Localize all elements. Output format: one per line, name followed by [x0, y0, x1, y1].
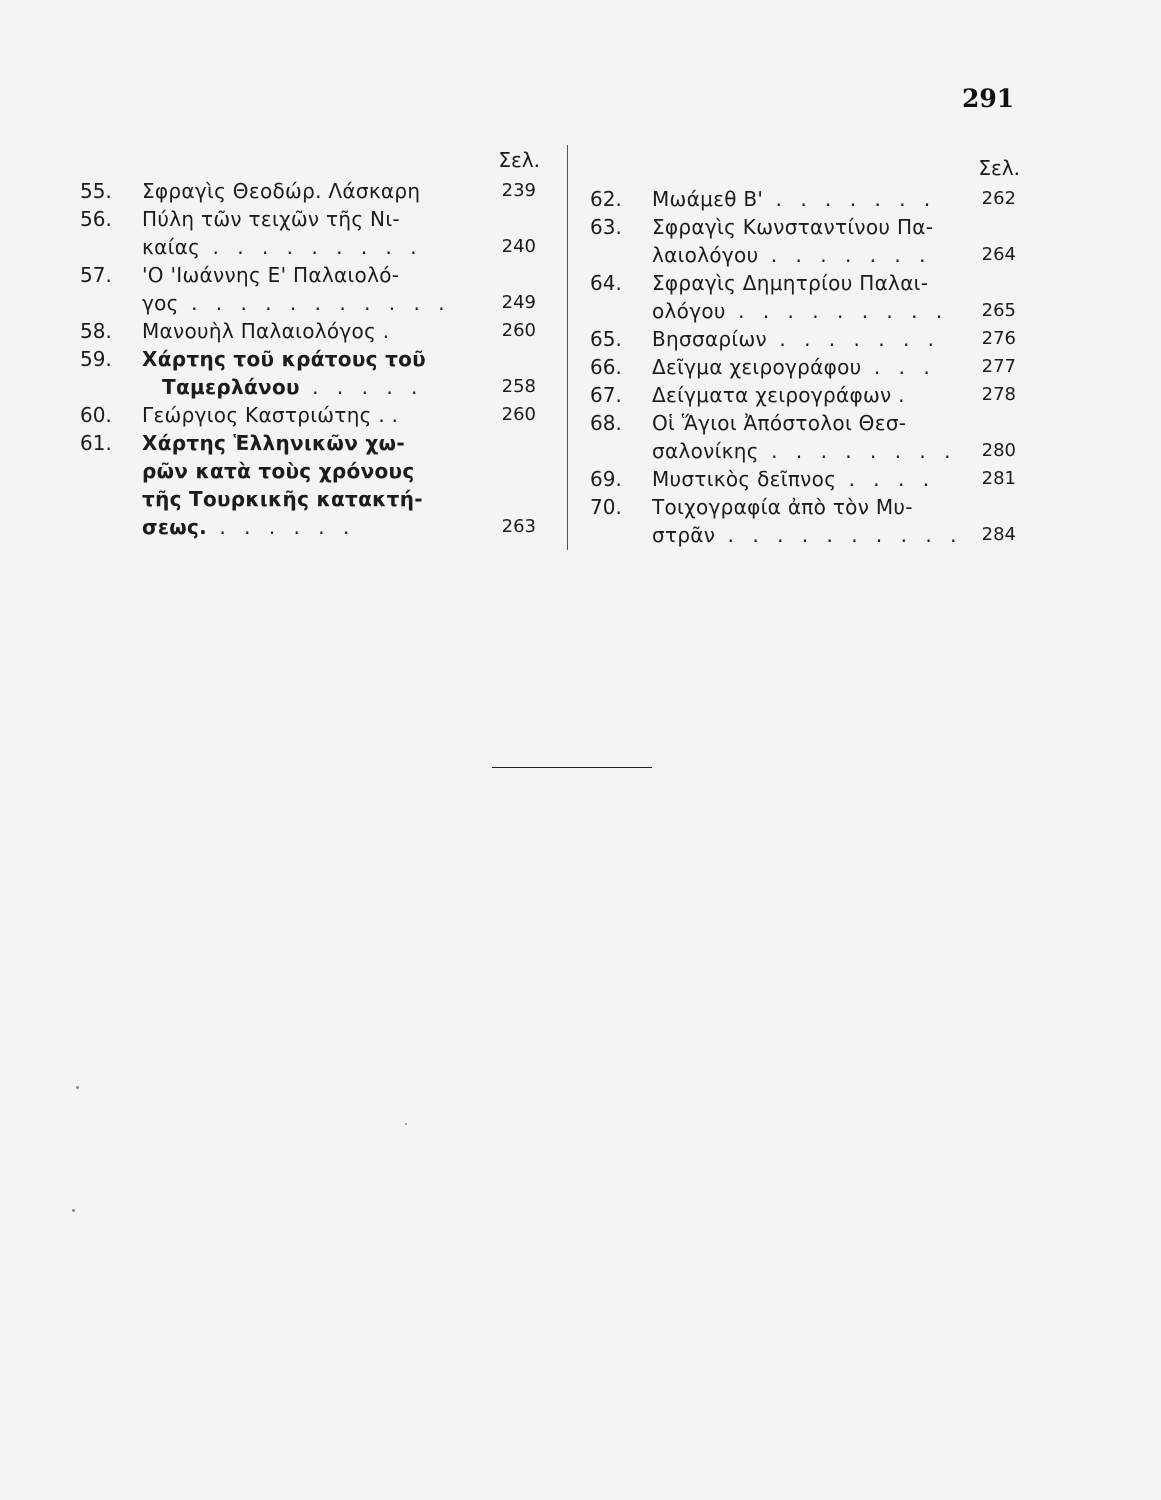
entry-title: Γεώργιος Καστριώτης . . [142, 403, 399, 427]
entry-title-cont: τῆς Τουρκικῆς κατακτή- [142, 487, 423, 511]
scan-speck [76, 1086, 79, 1089]
list-item-continuation: ολόγου . . . . . . . . . 265 [652, 299, 1016, 323]
entry-title: Χάρτης τοῦ κράτους τοῦ [142, 347, 426, 371]
entry-title-cont: σεως. [142, 515, 208, 539]
entry-page: 258 [501, 376, 536, 397]
list-item [80, 429, 540, 457]
list-item-continuation: σεως. . . . . . . 263 [142, 515, 536, 539]
list-item: 62. Μωάμεθ Β' . . . . . . . 262 [590, 187, 1016, 211]
list-item [590, 381, 1020, 409]
entry-page: 249 [501, 292, 536, 313]
entry-title-cont: στρᾶν [652, 523, 716, 547]
list-item-continuation [80, 457, 540, 485]
list-item [80, 177, 540, 205]
entry-number: 59. [80, 347, 112, 371]
list-item [590, 409, 1020, 437]
entry-title-cont: καίας [142, 235, 201, 259]
entry-page: 265 [981, 300, 1016, 321]
entry-page: 260 [501, 404, 536, 425]
entry-page: 262 [981, 188, 1016, 209]
entry-title: Σφραγὶς Θεοδώρ. Λάσκαρη [142, 179, 421, 203]
list-item [80, 401, 540, 429]
list-item-continuation: γος . . . . . . . . . . . 249 [142, 291, 536, 315]
entry-title-cont: Ταμερλάνου [162, 375, 300, 399]
entry-title: Πύλη τῶν τειχῶν τῆς Νι- [142, 207, 400, 231]
list-item [80, 317, 540, 345]
entry-page: 284 [981, 524, 1016, 545]
entry-number: 66. [590, 355, 622, 379]
entry-page: 280 [981, 440, 1016, 461]
entry-title: Χάρτης Ἑλληνικῶν χω- [142, 431, 405, 455]
list-item [590, 493, 1020, 521]
entry-title: Σφραγὶς Δημητρίου Παλαι- [652, 271, 929, 295]
entry-title-cont: ολόγου [652, 299, 726, 323]
entry-title: Δεῖγμα χειρογράφου [652, 355, 862, 379]
right-column [590, 145, 1020, 549]
entry-title: Μυστικὸς δεῖπνος [652, 467, 837, 491]
list-item [80, 205, 540, 233]
entry-number: 61. [80, 431, 112, 455]
entry-page: 276 [981, 328, 1016, 349]
left-column [80, 145, 540, 541]
entry-page: 277 [981, 356, 1016, 377]
list-item: 65. Βησσαρίων . . . . . . . 276 [590, 327, 1016, 351]
entry-number: 57. [80, 263, 112, 287]
entry-title-cont: σαλονίκης [652, 439, 759, 463]
scan-speck [72, 1209, 75, 1212]
list-item [590, 269, 1020, 297]
entry-page: 264 [981, 244, 1016, 265]
entry-number: 69. [590, 467, 622, 491]
entry-number: 55. [80, 179, 112, 203]
entry-number: 63. [590, 215, 622, 239]
scan-speck [405, 1123, 407, 1125]
entry-page: 239 [501, 180, 536, 201]
entry-title: Δείγματα χειρογράφων . [652, 383, 905, 407]
entry-title-cont: γος [142, 291, 179, 315]
list-item-continuation: λαιολόγου . . . . . . . 264 [652, 243, 1016, 267]
entry-page: 263 [501, 516, 536, 537]
entry-title: Τοιχογραφία ἀπὸ τὸν Μυ- [652, 495, 913, 519]
page-number: 291 [962, 84, 1015, 113]
page-column-header: Σελ. [498, 148, 540, 172]
list-item-continuation: στρᾶν . . . . . . . . . . 284 [652, 523, 1016, 547]
column-divider [567, 145, 568, 550]
entry-title: Μανουὴλ Παλαιολόγος . [142, 319, 390, 343]
list-item-continuation: σαλονίκης . . . . . . . . 280 [652, 439, 1016, 463]
list-item-continuation: Ταμερλάνου . . . . . 258 [162, 375, 536, 399]
entry-title: Μωάμεθ Β' [652, 187, 764, 211]
entry-title: Σφραγὶς Κωνσταντίνου Πα- [652, 215, 934, 239]
entry-number: 65. [590, 327, 622, 351]
entry-title: 'Ο 'Ιωάννης Ε' Παλαιολό- [142, 263, 400, 287]
entry-title: Οἱ Ἅγιοι Ἀπόστολοι Θεσ- [652, 411, 907, 435]
list-item: 69. Μυστικὸς δεῖπνος . . . . 281 [590, 467, 1016, 491]
entry-number: 56. [80, 207, 112, 231]
entry-title-cont: ρῶν κατὰ τοὺς χρόνους [142, 459, 415, 483]
entry-page: 240 [501, 236, 536, 257]
entry-number: 58. [80, 319, 112, 343]
entry-page: 278 [981, 384, 1016, 405]
list-item: 66. Δεῖγμα χειρογράφου . . . 277 [590, 355, 1016, 379]
section-rule [492, 767, 652, 768]
entry-number: 64. [590, 271, 622, 295]
entry-number: 68. [590, 411, 622, 435]
entry-title: Βησσαρίων [652, 327, 768, 351]
list-item-continuation: καίας . . . . . . . . . 240 [142, 235, 536, 259]
list-item-continuation [80, 485, 540, 513]
list-item [80, 261, 540, 289]
entry-number: 70. [590, 495, 622, 519]
entry-title-cont: λαιολόγου [652, 243, 759, 267]
list-item [80, 345, 540, 373]
entry-number: 67. [590, 383, 622, 407]
entry-page: 281 [981, 468, 1016, 489]
list-item [590, 213, 1020, 241]
entry-number: 60. [80, 403, 112, 427]
entry-number: 62. [590, 187, 622, 211]
entry-page: 260 [501, 320, 536, 341]
page-column-header: Σελ. [978, 156, 1020, 180]
